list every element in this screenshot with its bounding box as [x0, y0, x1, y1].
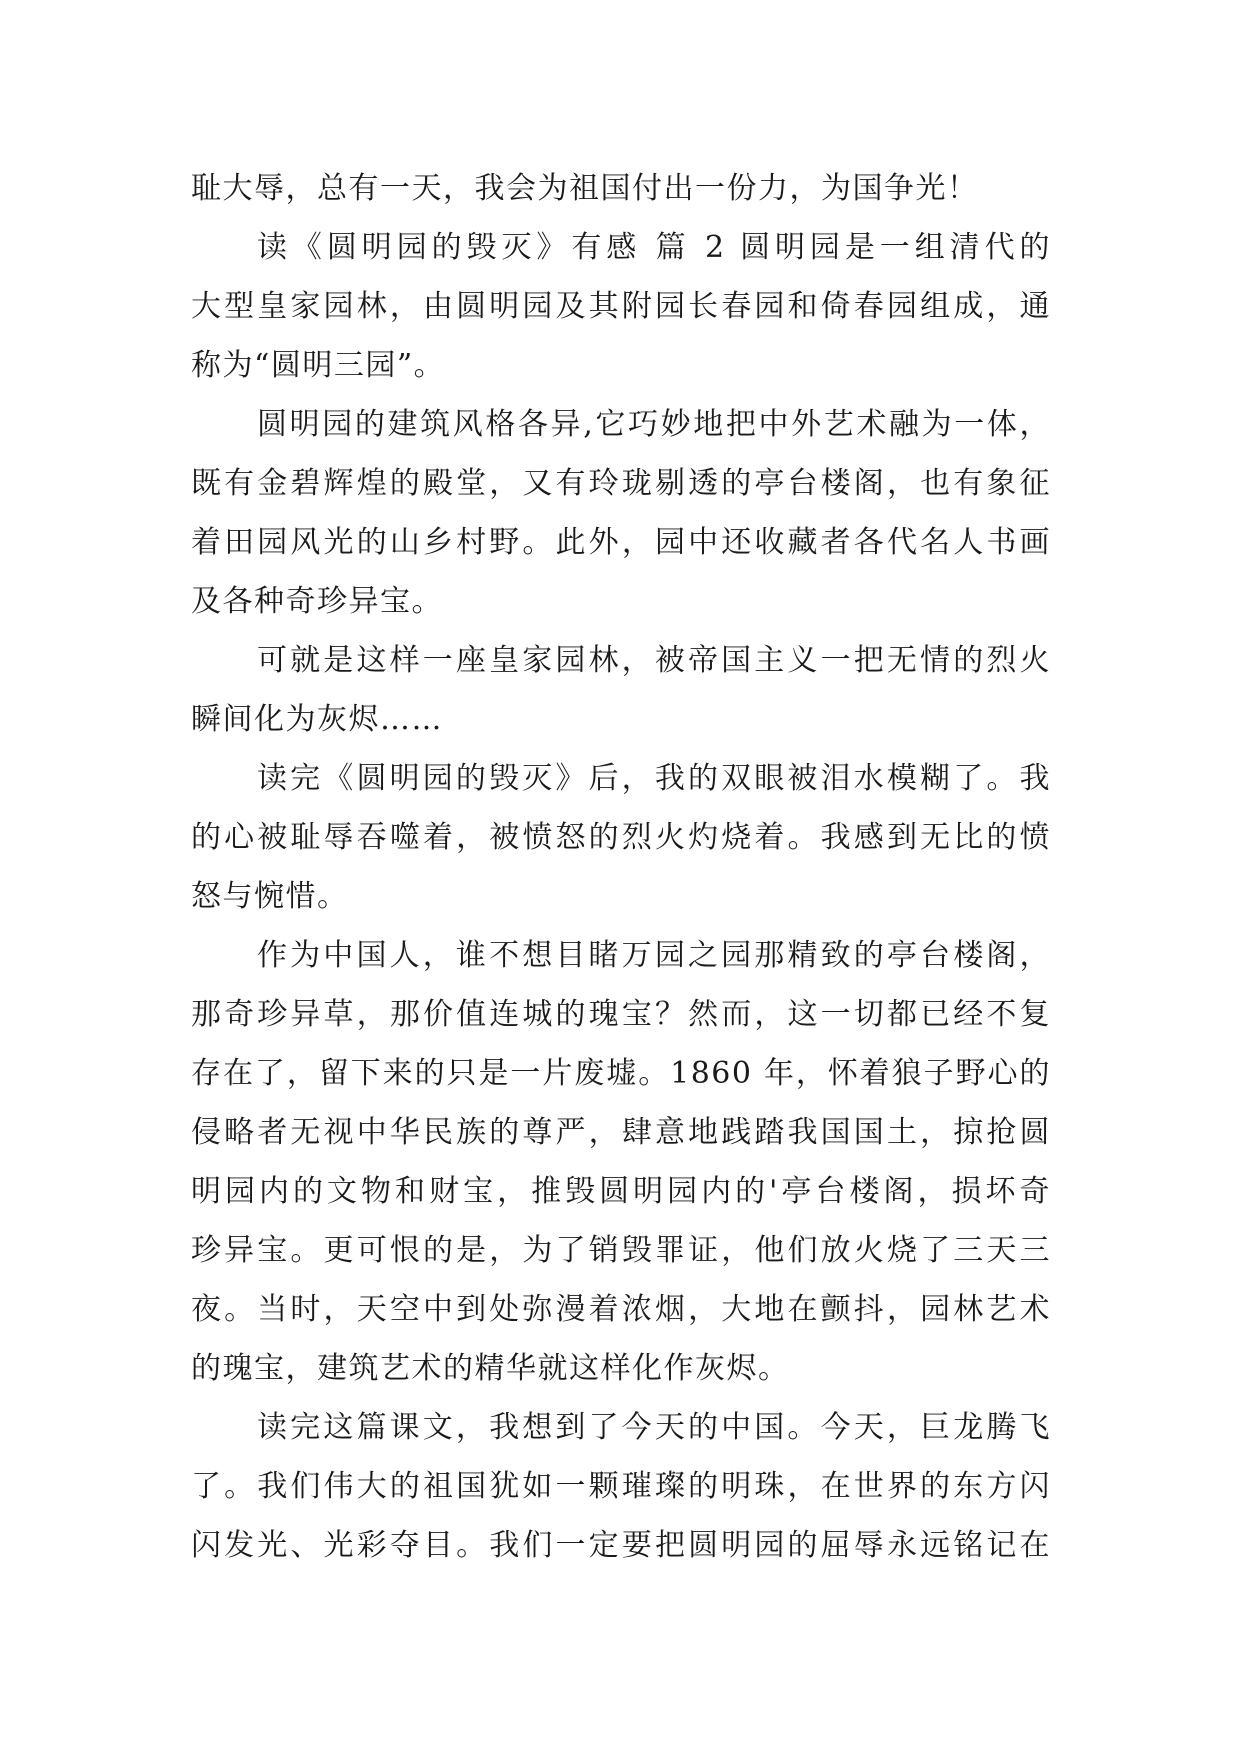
- text-line: 称为“圆明三园”。: [191, 348, 446, 383]
- text-line: 明园内的文物和财宝，推毁圆明园内的'亭台楼阁，损坏奇: [191, 1174, 1051, 1209]
- text-line: 大型皇家园林，由圆明园及其附园长春园和倚春园组成，通: [191, 289, 1051, 324]
- text-line: 及各种奇珍异宝。: [191, 584, 443, 619]
- text-line: 着田园风光的山乡村野。此外，园中还收藏者各代名人书画: [191, 525, 1051, 560]
- text-line: 怒与惋惜。: [191, 879, 349, 914]
- text-line: 读完这篇课文，我想到了今天的中国。今天，巨龙腾飞: [257, 1410, 1051, 1445]
- text-line: 夜。当时，天空中到处弥漫着浓烟，大地在颤抖，园林艺术: [191, 1292, 1051, 1327]
- text-line: 那奇珍异草，那价值连城的瑰宝？然而，这一切都已经不复: [191, 997, 1051, 1032]
- text-line: 既有金碧辉煌的殿堂，又有玲珑剔透的亭台楼阁，也有象征: [191, 466, 1051, 501]
- text-line: 闪发光、光彩夺目。我们一定要把圆明园的屈辱永远铭记在: [191, 1528, 1051, 1563]
- text-line: 耻大辱，总有一天，我会为祖国付出一份力，为国争光！: [191, 171, 979, 206]
- text-line: 圆明园的建筑风格各异,它巧妙地把中外艺术融为一体，: [257, 407, 1051, 442]
- text-line: 珍异宝。更可恨的是，为了销毁罪证，他们放火烧了三天三: [191, 1233, 1051, 1268]
- text-line: 侵略者无视中华民族的尊严，肆意地践踏我国国土，掠抢圆: [191, 1115, 1051, 1150]
- text-line: 可就是这样一座皇家园林，被帝国主义一把无情的烈火: [257, 643, 1051, 678]
- document-body: [191, 159, 1051, 1575]
- text-line: 的心被耻辱吞噬着，被愤怒的烈火灼烧着。我感到无比的愤: [191, 820, 1051, 855]
- text-line: 存在了，留下来的只是一片废墟。1860 年，怀着狼子野心的: [191, 1056, 1051, 1091]
- text-line: 读完《圆明园的毁灭》后，我的双眼被泪水模糊了。我: [257, 761, 1051, 796]
- text-line: 了。我们伟大的祖国犹如一颗璀璨的明珠，在世界的东方闪: [191, 1469, 1051, 1504]
- text-line: 的瑰宝，建筑艺术的精华就这样化作灰烬。: [191, 1351, 790, 1386]
- text-line: 作为中国人，谁不想目睹万园之园那精致的亭台楼阁，: [257, 938, 1051, 973]
- text-line: 读《圆明园的毁灭》有感 篇 2 圆明园是一组清代的: [257, 230, 1051, 265]
- text-line: 瞬间化为灰烬……: [191, 702, 443, 737]
